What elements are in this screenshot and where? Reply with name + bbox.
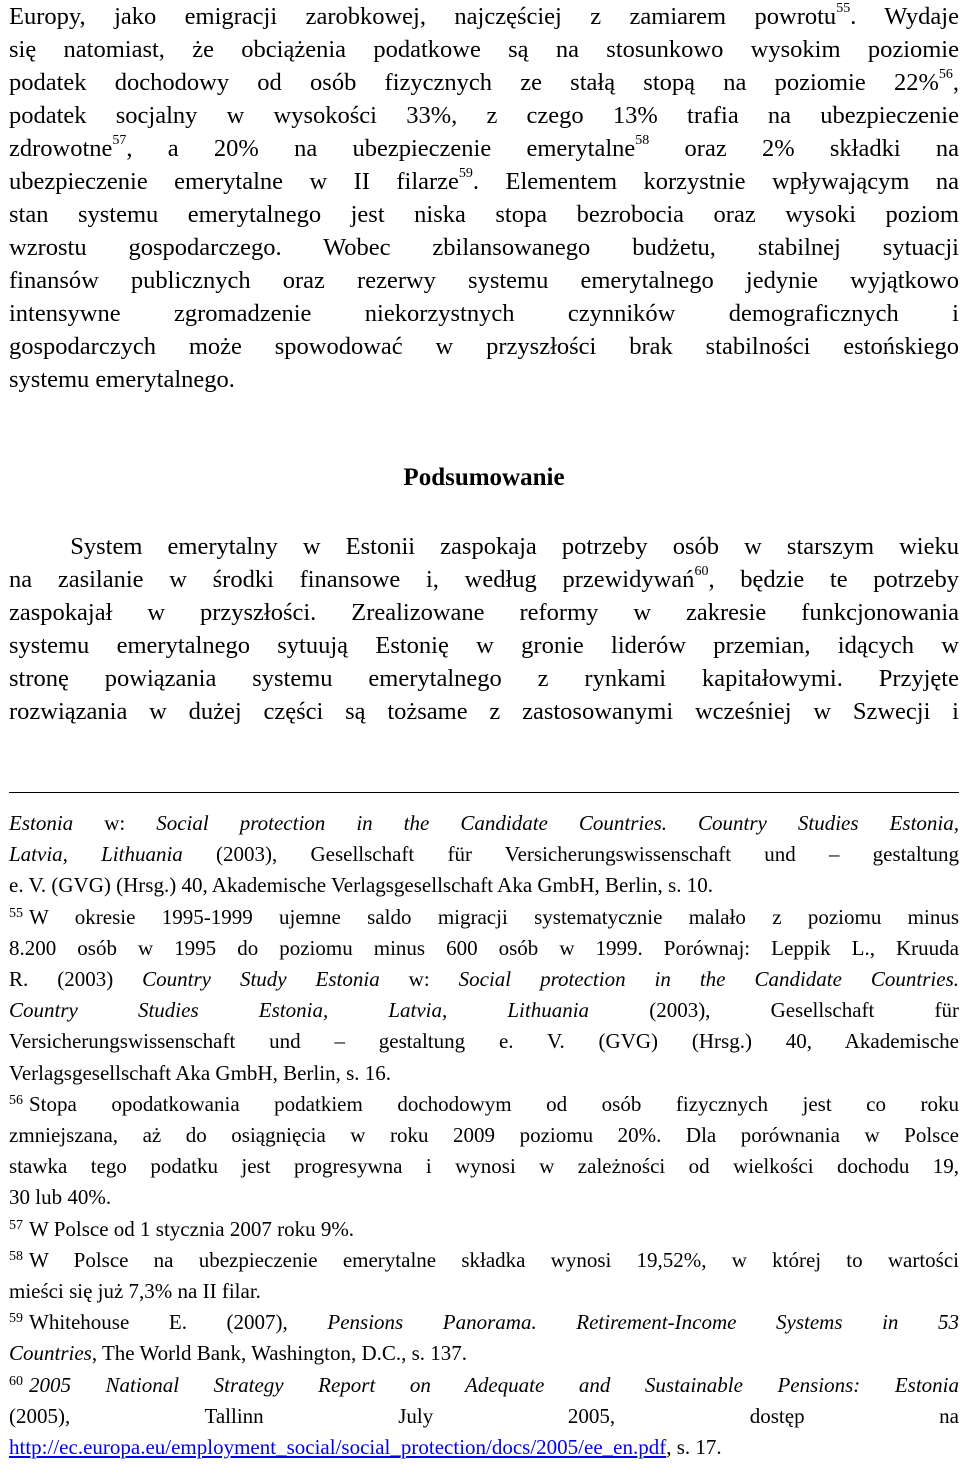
main-text <box>9 0 959 728</box>
footnote-number: 59 <box>9 1311 23 1327</box>
footnote-number: 60 <box>9 1373 23 1389</box>
footnote-56: $^{56}$ Stopa opodatkowania podatkiem dochodowym od osób fizycznych jest co roku zmniejszana, aż do osiągnięcia w roku 2009 poziomu 20%. Dla porównania w Polsce stawka tego podatku jest progresywna i wynosi w zależności od wielkości dochodu 19, 30 lub 40%. <box>9 1091 959 1210</box>
section-heading: Podsumowanie <box>403 464 565 491</box>
footnote-59: $^{59}$ Whitehouse E. (2007), Pensions Panorama. Retirement-Income Systems in 53 Countries, The World Bank, Washington, D.C., s. 137. <box>9 1310 959 1366</box>
footnote-ref-59[interactable]: 59 <box>458 165 473 181</box>
footnote-60: $^{60}$ 2005 National Strategy Report on Adequate and Sustainable Pensions: Estonia (2005), Tallinn July 2005, dostęp na http://ec.europa.eu/employment_social/social_protection/docs/2005/ee_en.pdf, s. 17. <box>9 1372 959 1460</box>
footnotes <box>9 808 959 1463</box>
footnote-ref-57[interactable]: 57 <box>112 132 127 148</box>
footnote-separator <box>9 792 959 793</box>
footnote-number: 56 <box>9 1092 23 1108</box>
footnote-continuation: Estonia w: Social protection in the Candidate Countries. Country Studies Estonia, Latvia, Lithuania (2003), Gesellschaft für Versicherungswissenschaft und – gestaltung e. V. (GVG) (Hrsg.) 40, Akademische Verlagsgesellschaft Aka GmbH, Berlin, s. 10. <box>9 811 959 898</box>
footnote-ref-55[interactable]: 55 <box>836 0 851 16</box>
source-link[interactable]: http://ec.europa.eu/employment_social/social_protection/docs/2005/ee_en.pdf <box>9 1435 667 1460</box>
footnote-57: $^{57}$ W Polsce od 1 stycznia 2007 roku 9%. <box>9 1216 355 1241</box>
footnote-number: 57 <box>9 1217 23 1233</box>
footnote-number: 55 <box>9 905 23 921</box>
footnote-ref-56[interactable]: 56 <box>938 66 953 82</box>
paragraph-1: Europy, jako emigracji zarobkowej, najczęściej z zamiarem powrotu$^{55}$. Wydaje się natomiast, że obciążenia podatkowe są na stosunkowo wysokim poziomie podatek dochodowy od osób fizycznych ze stałą stopą na poziomie 22%$^{56}$, podatek socjalny w wysokości 33%, z czego 13% trafia na ubezpieczenie zdrowotne$^{57}$, a 20% na ubezpieczenie emerytalne$^{58}$ oraz 2% składki na ubezpieczenie emerytalne w II filarze$^{59}$. Elementem korzystnie wpływającym na stan systemu emerytalnego jest niska stopa bezrobocia oraz wysoki poziom wzrostu gospodarczego. Wobec zbilansowanego budżetu, stabilnej sytuacji finansów publicznych oraz rezerwy systemu emerytalnego jedynie wyjątkowo intensywne zgromadzenie niekorzystnych czynników demograficznych i gospodarczych może spowodować w przyszłości brak stabilności estońskiego systemu emerytalnego. <box>9 0 960 393</box>
paragraph-2: System emerytalny w Estonii zaspokaja potrzeby osób w starszym wieku na zasilanie w środki finansowe i, według przewidywań$^{60}$, będzie te potrzeby zaspokajał w przyszłości. Zrealizowane reformy w zakresie funkcjonowania systemu emerytalnego sytuują Estonię w gronie liderów przemian, idących w stronę powiązania systemu emerytalnego z rynkami kapitałowymi. Przyjęte rozwiązania w dużej części są tożsame z zastosowanymi wcześniej w Szwecji i <box>9 533 960 725</box>
footnote-58: $^{58}$ W Polsce na ubezpieczenie emerytalne składka wynosi 19,52%, w której to wartości mieści się już 7,3% na II filar. <box>9 1247 959 1304</box>
footnote-ref-58[interactable]: 58 <box>635 132 650 148</box>
footnote-number: 58 <box>9 1248 23 1264</box>
footnote-55: $^{55}$ W okresie 1995-1999 ujemne saldo migracji systematycznie malało z poziomu minus 8.200 osób w 1995 do poziomu minus 600 osób w 1999. Porównaj: Leppik L., Kruuda R. (2003) Country Study Estonia w: Social protection in the Candidate Countries. Country Studies Estonia, Latvia, Lithuania (2003), Gesellschaft für Versicherungswissenschaft und – gestaltung e. V. (GVG) (Hrsg.) 40, Akademische Verlagsgesellschaft Aka GmbH, Berlin, s. 16. <box>9 904 959 1085</box>
footnote-ref-60[interactable]: 60 <box>694 563 709 579</box>
